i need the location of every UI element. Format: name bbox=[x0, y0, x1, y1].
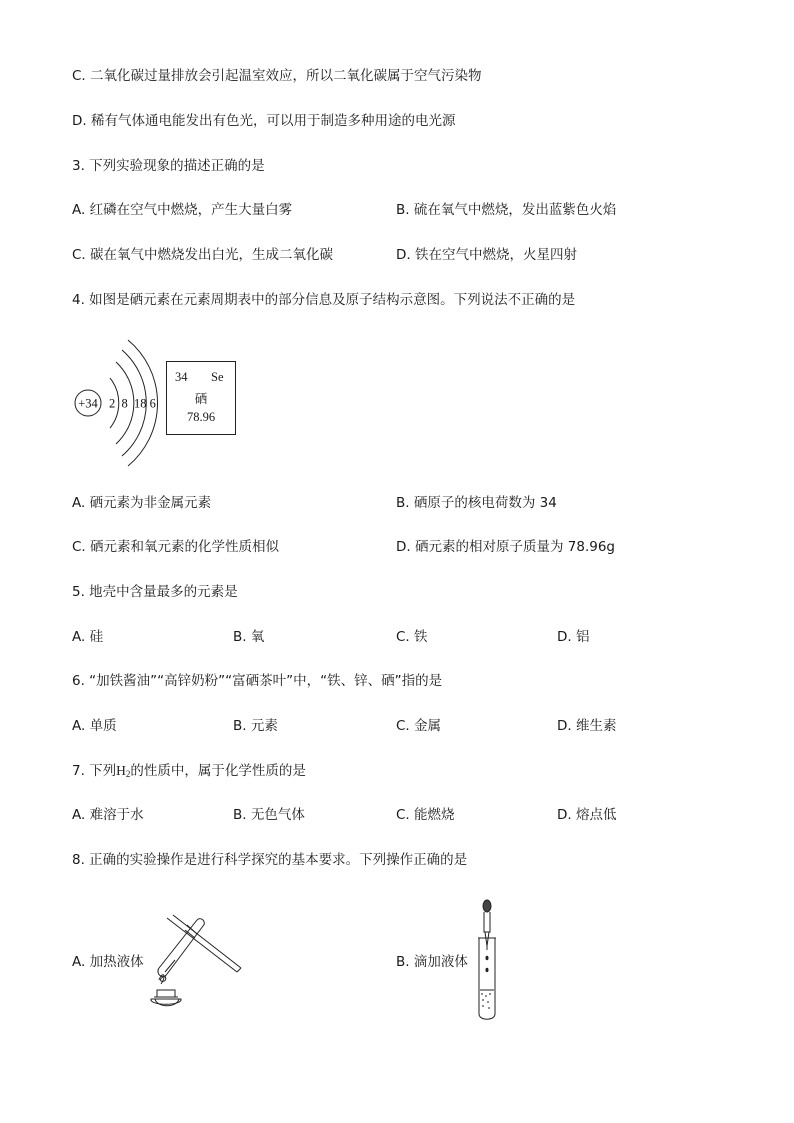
question-5: 5. 地壳中含量最多的元素是 bbox=[72, 584, 238, 600]
heating-liquid-illustration bbox=[145, 910, 245, 1010]
atom-shell-electrons: 2 8 18 6 bbox=[109, 396, 156, 411]
question-7-suffix: 的性质中，属于化学性质的是 bbox=[130, 763, 306, 779]
q5-option-b: B. 氧 bbox=[233, 629, 265, 645]
question-7-prefix: 7. 下列 bbox=[72, 763, 117, 779]
question-7 bbox=[72, 761, 306, 784]
q6-option-c: C. 金属 bbox=[396, 718, 442, 734]
q8-option-a: A. 加热液体 bbox=[72, 954, 144, 970]
q6-option-b: B. 元素 bbox=[233, 718, 278, 734]
element-name: 硒 bbox=[194, 391, 208, 406]
q4-option-c: C. 硒元素和氧元素的化学性质相似 bbox=[72, 539, 280, 555]
q6-option-d: D. 维生素 bbox=[557, 718, 617, 734]
q4-option-a: A. 硒元素为非金属元素 bbox=[72, 495, 212, 511]
q6-option-a: A. 单质 bbox=[72, 718, 117, 734]
q3-option-c: C. 碳在氧气中燃烧发出白光，生成二氧化碳 bbox=[72, 247, 334, 263]
q7-option-d: D. 熔点低 bbox=[557, 807, 617, 823]
q3-option-d: D. 铁在空气中燃烧，火星四射 bbox=[396, 247, 577, 263]
q5-option-d: D. 铝 bbox=[557, 629, 590, 645]
q5-option-c: C. 铁 bbox=[396, 629, 428, 645]
option-d-q2: D. 稀有气体通电能发出有色光，可以用于制造多种用途的电光源 bbox=[72, 113, 456, 129]
formula-subscript: 2 bbox=[125, 769, 131, 779]
q4-option-b: B. 硒原子的核电荷数为 34 bbox=[396, 495, 557, 511]
question-8: 8. 正确的实验操作是进行科学探究的基本要求。下列操作正确的是 bbox=[72, 852, 468, 868]
q3-option-b: B. 硫在氧气中燃烧，发出蓝紫色火焰 bbox=[396, 202, 617, 218]
question-6: 6. “加铁酱油”“高锌奶粉”“富硒茶叶”中，“铁、锌、硒”指的是 bbox=[72, 673, 443, 689]
formula-h: H bbox=[116, 763, 126, 778]
question-3: 3. 下列实验现象的描述正确的是 bbox=[72, 158, 265, 174]
q8-option-b: B. 滴加液体 bbox=[396, 954, 468, 970]
q7-option-a: A. 难溶于水 bbox=[72, 807, 144, 823]
element-atomic-number: 34 bbox=[175, 370, 188, 384]
dropping-liquid-illustration bbox=[472, 898, 502, 1023]
option-c-q2: C. 二氧化碳过量排放会引起温室效应，所以二氧化碳属于空气污染物 bbox=[72, 68, 482, 84]
q7-option-c: C. 能燃烧 bbox=[396, 807, 455, 823]
q5-option-a: A. 硅 bbox=[72, 629, 104, 645]
element-atomic-mass: 78.96 bbox=[186, 410, 216, 424]
element-card bbox=[166, 361, 236, 435]
element-symbol: Se bbox=[211, 370, 224, 384]
q7-option-b: B. 无色气体 bbox=[233, 807, 305, 823]
question-4: 4. 如图是硒元素在元素周期表中的部分信息及原子结构示意图。下列说法不正确的是 bbox=[72, 292, 576, 308]
q4-option-d: D. 硒元素的相对原子质量为 78.96g bbox=[396, 539, 615, 555]
atom-nucleus-label: +34 bbox=[78, 396, 98, 411]
q3-option-a: A. 红磷在空气中燃烧，产生大量白雾 bbox=[72, 202, 293, 218]
